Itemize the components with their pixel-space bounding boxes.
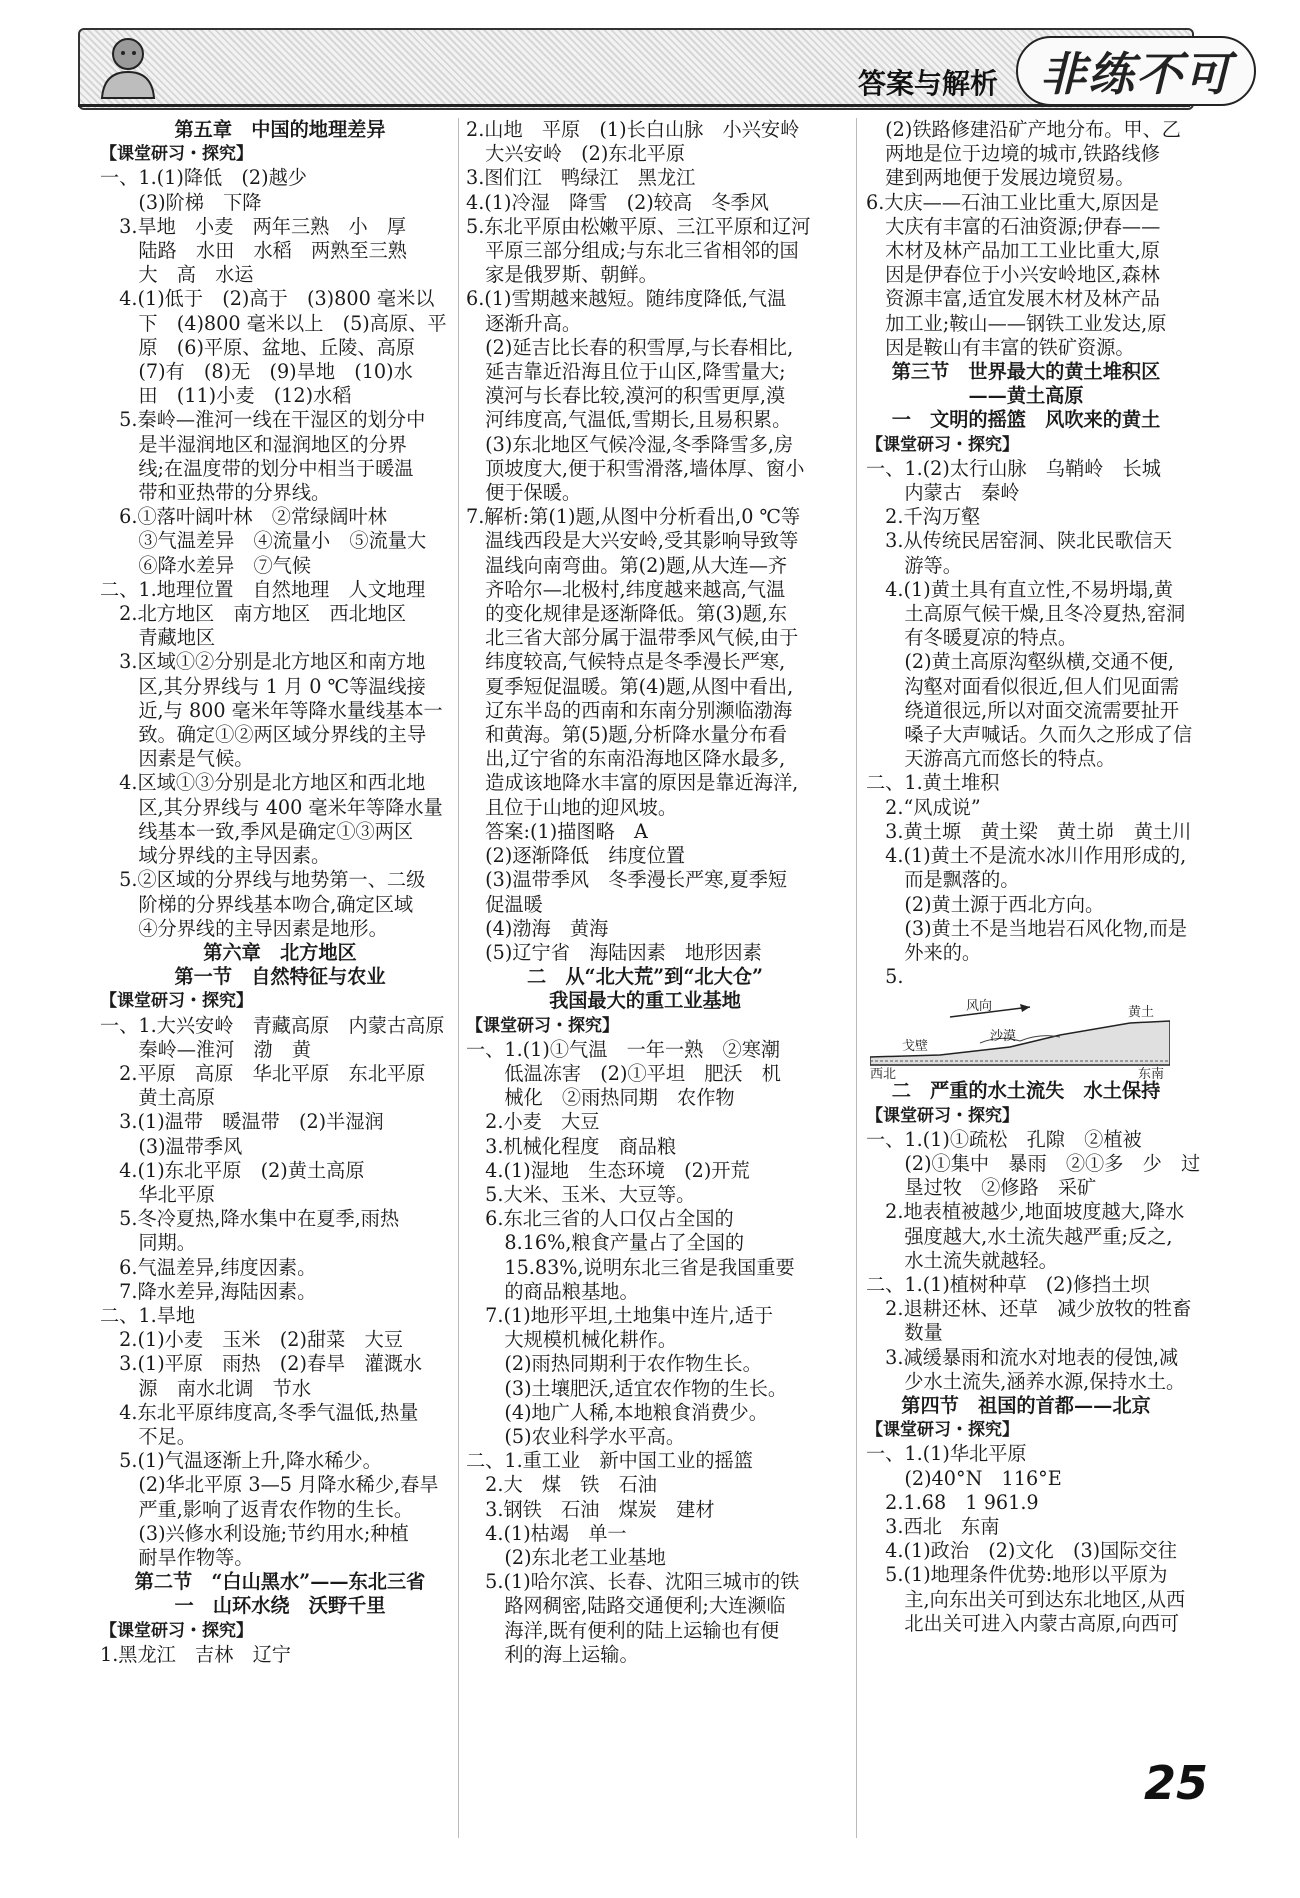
answer-column-2 xyxy=(466,118,824,1667)
loess-label: 黄土 xyxy=(1128,1005,1155,1021)
answer-line: 2.千沟万壑 xyxy=(866,505,981,529)
exercise-tag: 【课堂研习・探究】 xyxy=(100,1620,253,1641)
answer-line: 促温暖 xyxy=(466,892,543,916)
answer-line: 大庆有丰富的石油资源;伊春—— xyxy=(866,214,1161,238)
answer-line: 5.东北平原由松嫩平原、三江平原和辽河 xyxy=(466,214,811,238)
exercise-tag: 【课堂研习・探究】 xyxy=(100,144,253,165)
answer-line: 3.从传统民居窑洞、陕北民歌信天 xyxy=(866,529,1173,553)
answer-line: 温线西段是大兴安岭,受其影响导致等 xyxy=(466,529,799,553)
answer-line: (3)东北地区气候冷湿,冬季降雪多,房 xyxy=(466,432,794,456)
answer-line: 便于保暖。 xyxy=(466,481,582,505)
answer-line: 大规模机械化耕作。 xyxy=(466,1328,678,1352)
answer-line: 2.北方地区 南方地区 西北地区 xyxy=(100,602,407,626)
answer-line: 8.16%,粮食产量占了全国的 xyxy=(466,1231,745,1255)
answer-line: 平原三部分组成;与东北三省相邻的国 xyxy=(466,239,799,263)
answer-line: 耐旱作物等。 xyxy=(100,1545,254,1569)
answer-line: 6.大庆——石油工业比重大,原因是 xyxy=(866,190,1160,214)
brand-title: 非练不可 xyxy=(1016,36,1256,106)
answer-line: 线;在温度带的划分中相当于暖温 xyxy=(100,456,414,480)
answer-line: (5)辽宁省 海陆因素 地形因素 xyxy=(466,940,762,964)
answer-line: 河纬度高,气温低,雪期长,且易积累。 xyxy=(466,408,792,432)
answer-line: 4.区域①③分别是北方地区和西北地 xyxy=(100,771,426,795)
answer-line: 2.(1)小麦 玉米 (2)甜菜 大豆 xyxy=(100,1328,403,1352)
answer-line: 秦岭—淮河 渤 黄 xyxy=(100,1037,312,1061)
answer-line: 两地是位于边境的城市,铁路线修 xyxy=(866,142,1160,166)
answer-line: 阶梯的分界线基本吻合,确定区域 xyxy=(100,892,414,916)
answer-line: (2)华北平原 3—5 月降水稀少,春旱 xyxy=(100,1473,439,1497)
answer-line: 一、1.大兴安岭 青藏高原 内蒙古高原 xyxy=(100,1013,445,1037)
answer-line: 垦过牧 ②修路 采矿 xyxy=(866,1176,1097,1200)
answer-line: 华北平原 xyxy=(100,1182,216,1206)
answer-line: 家是俄罗斯、朝鲜。 xyxy=(466,263,658,287)
answer-line: 一、1.(1)①疏松 孔隙 ②植被 xyxy=(866,1127,1142,1151)
answer-line: 线基本一致,季风是确定①③两区 xyxy=(100,819,414,843)
answer-line: 纬度较高,气候特点是冬季漫长严寒, xyxy=(466,650,786,674)
answer-line: 2.平原 高原 华北平原 东北平原 xyxy=(100,1061,426,1085)
section-heading: 我国最大的重工业基地 xyxy=(549,989,741,1013)
answer-line: 二、1.(1)植树种草 (2)修挡土坝 xyxy=(866,1272,1150,1296)
answer-line: 4.(1)湿地 生态环境 (2)开荒 xyxy=(466,1158,750,1182)
answer-line: (3)兴修水利设施;节约用水;种植 xyxy=(100,1521,409,1545)
answer-line: 源 南水北调 节水 xyxy=(100,1376,312,1400)
answer-line: 6.东北三省的人口仅占全国的 xyxy=(466,1207,734,1231)
answer-line: 沟壑对面看似很近,但人们见面需 xyxy=(866,674,1180,698)
answer-line: 4.(1)黄土不是流水冰川作用形成的, xyxy=(866,844,1187,868)
answer-line: 海洋,既有便利的陆上运输也有便 xyxy=(466,1618,780,1642)
section-heading: 一 山环水绕 沃野千里 xyxy=(174,1594,386,1618)
section-heading: 第五章 中国的地理差异 xyxy=(174,118,386,141)
answer-line: 3.西北 东南 xyxy=(866,1514,1000,1538)
answer-line: 北出关可进入内蒙古高原,向西可 xyxy=(866,1611,1180,1635)
answer-line: 二、1.黄土堆积 xyxy=(866,771,1000,795)
answer-line: 和黄海。第(5)题,分析降水量分布看 xyxy=(466,723,788,747)
answer-line: 5.(1)气温逐渐上升,降水稀少。 xyxy=(100,1449,382,1473)
answer-line: 械化 ②雨热同期 农作物 xyxy=(466,1086,735,1110)
answer-line: 6.气温差异,纬度因素。 xyxy=(100,1255,317,1279)
answer-line: 5.秦岭—淮河一线在干湿区的划分中 xyxy=(100,408,426,432)
answer-line: 因是鞍山有丰富的铁矿资源。 xyxy=(866,335,1135,359)
answer-line: 近,与 800 毫米年等降水量线基本一 xyxy=(100,698,443,722)
answer-line: 田 (11)小麦 (12)水稻 xyxy=(100,384,352,408)
answer-line: 2.退耕还林、还草 减少放牧的牲畜 xyxy=(866,1297,1192,1321)
answer-line: 6.(1)雪期越来越短。随纬度降低,气温 xyxy=(466,287,787,311)
exercise-tag: 【课堂研习・探究】 xyxy=(866,1420,1019,1441)
answer-line: 4.(1)东北平原 (2)黄土高原 xyxy=(100,1158,365,1182)
answer-line: 一、1.(2)太行山脉 乌鞘岭 长城 xyxy=(866,456,1161,480)
answer-line: (2)黄土高原沟壑纵横,交通不便, xyxy=(866,650,1175,674)
answer-line: 4.(1)冷湿 降雪 (2)较高 冬季风 xyxy=(466,190,769,214)
answer-line: (7)有 (8)无 (9)旱地 (10)水 xyxy=(100,360,413,384)
answer-line: (2)黄土源于西北方向。 xyxy=(866,892,1105,916)
section-heading: 第四节 祖国的首都——北京 xyxy=(901,1393,1151,1417)
answer-line: 15.83%,说明东北三省是我国重要 xyxy=(466,1255,795,1279)
answer-line: 加工业;鞍山——钢铁工业发达,原 xyxy=(866,311,1167,335)
answer-line: 一、1.(1)降低 (2)越少 xyxy=(100,166,307,190)
answer-line: 的变化规律是逐渐降低。第(3)题,东 xyxy=(466,602,788,626)
answer-line: (3)土壤肥沃,适宜农作物的生长。 xyxy=(466,1376,788,1400)
answer-line: 带和亚热带的分界线。 xyxy=(100,481,331,505)
answer-line: 青藏地区 xyxy=(100,626,216,650)
section-heading: 二 从“北大荒”到“北大仓” xyxy=(526,965,764,989)
answer-line: 天游高亢而悠长的特点。 xyxy=(866,747,1116,771)
wind-label: 风向 xyxy=(966,999,993,1015)
answer-line: 5.(1)地理条件优势:地形以平原为 xyxy=(866,1563,1168,1587)
answer-line: 的商品粮基地。 xyxy=(466,1279,639,1303)
answer-line: 而是飘落的。 xyxy=(866,868,1020,892)
answer-line: 3.(1)温带 暖温带 (2)半湿润 xyxy=(100,1110,384,1134)
answer-line: 4.(1)黄土具有直立性,不易坍塌,黄 xyxy=(866,577,1174,601)
answer-line: 2.地表植被越少,地面坡度越大,降水 xyxy=(866,1200,1185,1224)
answer-line: 利的海上运输。 xyxy=(466,1642,639,1666)
answer-line: 少水土流失,涵养水源,保持水土。 xyxy=(866,1369,1186,1393)
answer-line: 路网稠密,陆路交通便利;大连濒临 xyxy=(466,1594,786,1618)
answer-line: (2)①集中 暴雨 ②①多 少 过 xyxy=(866,1151,1201,1175)
answer-line: 有冬暖夏凉的特点。 xyxy=(866,626,1078,650)
answer-line: 5.②区域的分界线与地势第一、二级 xyxy=(100,868,426,892)
answer-line: 3.钢铁 石油 煤炭 建材 xyxy=(466,1497,715,1521)
header-label-group xyxy=(858,36,1256,106)
section-heading: 第三节 世界最大的黄土堆积区 xyxy=(891,360,1161,384)
answer-line: 7.解析:第(1)题,从图中分析看出,0 ℃等 xyxy=(466,505,801,529)
answer-line: 二、1.重工业 新中国工业的摇篮 xyxy=(466,1449,753,1473)
loess-formation-diagram xyxy=(866,995,1186,1083)
answer-line: 严重,影响了返青农作物的生长。 xyxy=(100,1497,414,1521)
answer-line: 温线向南弯曲。第(2)题,从大连—齐 xyxy=(466,553,788,577)
answer-line: 3.(1)平原 雨热 (2)春旱 灌溉水 xyxy=(100,1352,423,1376)
answer-line: 原 (6)平原、盆地、丘陵、高原 xyxy=(100,335,415,359)
northwest-label: 西北 xyxy=(870,1067,897,1083)
answer-line: 夏季短促温暖。第(4)题,从图中看出, xyxy=(466,674,794,698)
answer-line: 4.(1)枯竭 单一 xyxy=(466,1521,627,1545)
answer-line: 大兴安岭 (2)东北平原 xyxy=(466,142,686,166)
answer-line: 嗓子大声喊话。久而久之形成了信 xyxy=(866,723,1193,747)
answer-line: 区,其分界线与 400 毫米年等降水量 xyxy=(100,795,443,819)
answer-line: 3.减缓暴雨和流水对地表的侵蚀,减 xyxy=(866,1345,1179,1369)
answer-column-1 xyxy=(100,118,460,1667)
exercise-tag: 【课堂研习・探究】 xyxy=(866,1105,1019,1126)
desert-label: 沙漠 xyxy=(990,1029,1017,1045)
answer-line: 4.东北平原纬度高,冬季气温低,热量 xyxy=(100,1400,419,1424)
gobi-label: 戈壁 xyxy=(902,1039,929,1055)
answer-line: (2)逐渐降低 纬度位置 xyxy=(466,844,686,868)
answer-line: 齐哈尔—北极村,纬度越来越高,气温 xyxy=(466,577,786,601)
answer-line: 3.黄土塬 黄土梁 黄土峁 黄土川 xyxy=(866,819,1192,843)
section-heading: 第二节 “白山黑水”——东北三省 xyxy=(134,1570,426,1594)
answer-line: 下 (4)800 毫米以上 (5)高原、平 xyxy=(100,311,447,335)
answer-line: (2)延吉比长春的积雪厚,与长春相比, xyxy=(466,335,794,359)
answer-line: 延吉靠近沿海且位于山区,降雪量大; xyxy=(466,360,786,384)
answer-line: 4.(1)政治 (2)文化 (3)国际交往 xyxy=(866,1539,1177,1563)
answer-line: (3)温带季风 冬季漫长严寒,夏季短 xyxy=(466,868,788,892)
answer-line: 域分界线的主导因素。 xyxy=(100,844,331,868)
answer-line: ③气温差异 ④流量小 ⑤流量大 xyxy=(100,529,427,553)
answer-line: 大 高 水运 xyxy=(100,263,254,287)
answer-line: ⑥降水差异 ⑦气候 xyxy=(100,553,312,577)
southeast-label: 东南 xyxy=(1138,1067,1165,1083)
answer-line: 2.山地 平原 (1)长白山脉 小兴安岭 xyxy=(466,118,800,141)
answer-line: 5.冬冷夏热,降水集中在夏季,雨热 xyxy=(100,1207,400,1231)
exercise-tag: 【课堂研习・探究】 xyxy=(100,991,253,1012)
answer-line: 不足。 xyxy=(100,1424,196,1448)
answer-line: 漠河与长春比较,漠河的积雪更厚,漠 xyxy=(466,384,786,408)
answer-line: 外来的。 xyxy=(866,940,982,964)
answer-line: 且位于山地的迎风坡。 xyxy=(466,795,678,819)
answer-line: ④分界线的主导因素是地形。 xyxy=(100,916,388,940)
answer-line: 一、1.(1)华北平原 xyxy=(866,1442,1027,1466)
answer-line: 顶坡度大,便于积雪滑落,墙体厚、窗小 xyxy=(466,456,805,480)
answer-line: 5. xyxy=(866,965,904,989)
answer-line: 建到两地便于发展边境贸易。 xyxy=(866,166,1135,190)
answer-line: 出,辽宁省的东南沿海地区降水最多, xyxy=(466,747,786,771)
answer-line: 低温冻害 (2)①平坦 肥沃 机 xyxy=(466,1061,781,1085)
answer-line: 2.“风成说” xyxy=(866,795,981,819)
answer-line: 北三省大部分属于温带季风气候,由于 xyxy=(466,626,799,650)
answer-line: 6.①落叶阔叶林 ②常绿阔叶林 xyxy=(100,505,387,529)
answer-line: 致。确定①②两区域分界线的主导 xyxy=(100,723,427,747)
answer-line: 二、1.地理位置 自然地理 人文地理 xyxy=(100,577,426,601)
answer-line: 1.黑龙江 吉林 辽宁 xyxy=(100,1642,291,1666)
answer-line: (5)农业科学水平高。 xyxy=(466,1424,686,1448)
answer-line: 2.1.68 1 961.9 xyxy=(866,1490,1039,1514)
answer-line: 主,向东出关可到达东北地区,从西 xyxy=(866,1587,1186,1611)
column-divider xyxy=(856,118,857,1838)
section-heading: 第一节 自然特征与农业 xyxy=(174,965,386,989)
answer-line: (2)铁路修建沿矿产地分布。甲、乙 xyxy=(866,118,1181,141)
section-heading: 第六章 北方地区 xyxy=(203,940,357,964)
answer-line: 资源丰富,适宜发展木材及林产品 xyxy=(866,287,1160,311)
answer-line: (2)东北老工业基地 xyxy=(466,1545,666,1569)
answer-line: 水土流失就越轻。 xyxy=(866,1248,1058,1272)
answer-line: (2)雨热同期利于农作物生长。 xyxy=(466,1352,762,1376)
answer-line: 造成该地降水丰富的原因是靠近海洋, xyxy=(466,771,799,795)
student-mascot-icon xyxy=(92,34,164,100)
answer-line: 3.机械化程度 商品粮 xyxy=(466,1134,677,1158)
answer-line: (3)黄土不是当地岩石风化物,而是 xyxy=(866,916,1188,940)
answer-line: 7.降水差异,海陆因素。 xyxy=(100,1279,317,1303)
answer-line: 7.(1)地形平坦,土地集中连片,适于 xyxy=(466,1303,774,1327)
answer-line: 陆路 水田 水稻 两熟至三熟 xyxy=(100,239,407,263)
answer-line: 区,其分界线与 1 月 0 ℃等温线接 xyxy=(100,674,426,698)
answer-line: 黄土高原 xyxy=(100,1086,216,1110)
answer-line: (3)温带季风 xyxy=(100,1134,243,1158)
column-divider xyxy=(458,118,459,1838)
exercise-tag: 【课堂研习・探究】 xyxy=(466,1015,619,1036)
answer-line: 2.小麦 大豆 xyxy=(466,1110,600,1134)
answer-line: (4)地广人稀,本地粮食消费少。 xyxy=(466,1400,768,1424)
answer-line: 二、1.旱地 xyxy=(100,1303,196,1327)
answer-line: 是半湿润地区和湿润地区的分界 xyxy=(100,432,407,456)
answer-line: 3.图们江 鸭绿江 黑龙江 xyxy=(466,166,696,190)
answer-line: 土高原气候干燥,且冬冷夏热,窑洞 xyxy=(866,602,1186,626)
section-heading: 二 严重的水土流失 水土保持 xyxy=(891,1079,1161,1103)
answer-line: 4.(1)低于 (2)高于 (3)800 毫米以 xyxy=(100,287,435,311)
answer-line: 木材及林产品加工工业比重大,原 xyxy=(866,239,1160,263)
answer-line: 一、1.(1)①气温 一年一熟 ②寒潮 xyxy=(466,1037,781,1061)
answer-line: 5.大米、玉米、大豆等。 xyxy=(466,1182,696,1206)
section-heading: 一 文明的摇篮 风吹来的黄土 xyxy=(891,408,1161,432)
answer-line: 因素是气候。 xyxy=(100,747,254,771)
answer-column-3 xyxy=(866,118,1201,1636)
answer-line: 3.区域①②分别是北方地区和南方地 xyxy=(100,650,426,674)
exercise-tag: 【课堂研习・探究】 xyxy=(866,434,1019,455)
section-heading: ——黄土高原 xyxy=(968,384,1084,408)
answer-line: (2)40°N 116°E xyxy=(866,1466,1062,1490)
answer-line: 3.旱地 小麦 两年三熟 小 厚 xyxy=(100,214,407,238)
answer-line: 数量 xyxy=(866,1321,943,1345)
answer-line: 因是伊春位于小兴安岭地区,森林 xyxy=(866,263,1160,287)
answer-line: 2.大 煤 铁 石油 xyxy=(466,1473,657,1497)
answer-line: (4)渤海 黄海 xyxy=(466,916,609,940)
answer-line: 辽东半岛的西南和东南分别濒临渤海 xyxy=(466,698,793,722)
answers-label: 答案与解析 xyxy=(857,67,998,100)
answer-line: 5.(1)哈尔滨、长春、沈阳三城市的铁 xyxy=(466,1570,800,1594)
page-number: 25 xyxy=(1143,1756,1208,1810)
answer-line: 内蒙古 秦岭 xyxy=(866,481,1020,505)
answer-line: 答案:(1)描图略 A xyxy=(466,819,648,843)
answer-line: 游等。 xyxy=(866,553,962,577)
answer-line: (3)阶梯 下降 xyxy=(100,190,262,214)
answer-line: 同期。 xyxy=(100,1231,196,1255)
answer-line: 强度越大,水土流失越严重;反之, xyxy=(866,1224,1173,1248)
answer-line: 绕道很远,所以对面交流需要扯开 xyxy=(866,698,1180,722)
answer-line: 逐渐升高。 xyxy=(466,311,582,335)
